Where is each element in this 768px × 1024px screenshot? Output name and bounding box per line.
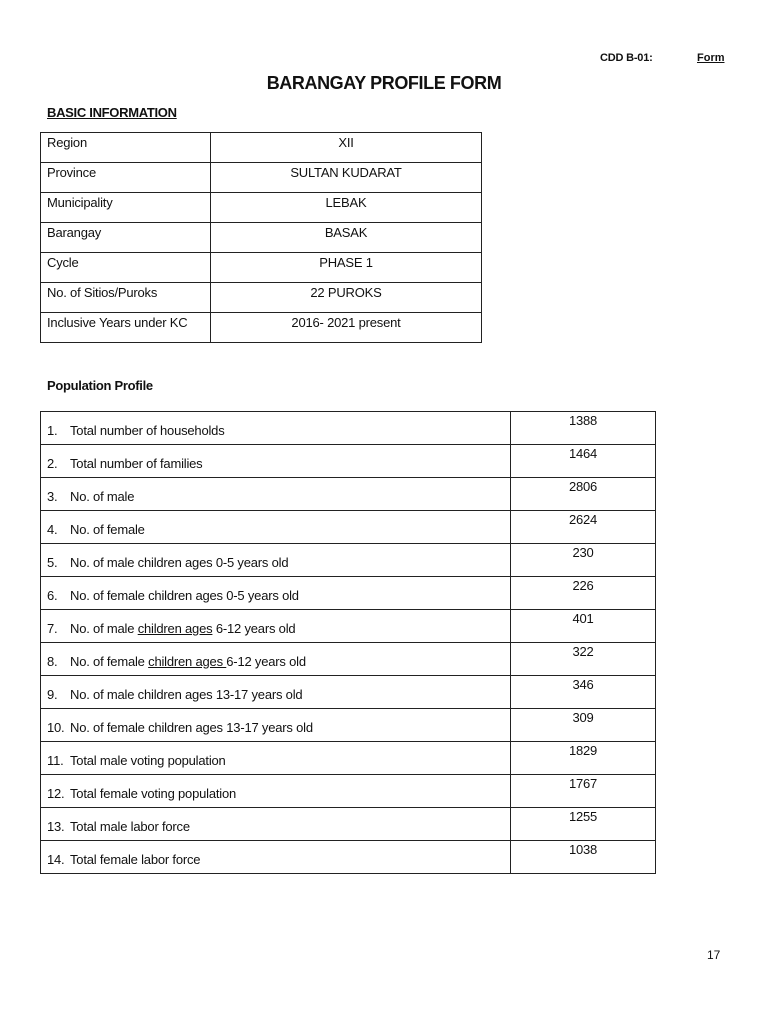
basic-value: 2016- 2021 present [211, 313, 482, 343]
population-label-cell [41, 544, 511, 577]
population-label-cell [41, 775, 511, 808]
table-row [41, 253, 482, 283]
basic-label: Municipality [41, 193, 211, 223]
basic-label: Region [41, 133, 211, 163]
table-row [41, 577, 656, 610]
item-number: 2. [47, 456, 58, 471]
population-value: 1038 [511, 841, 656, 874]
population-label-cell [41, 478, 511, 511]
table-row [41, 643, 656, 676]
item-number: 3. [47, 489, 58, 504]
table-row [41, 193, 482, 223]
item-number: 8. [47, 654, 58, 669]
table-row [41, 133, 482, 163]
population-label-cell [41, 676, 511, 709]
item-number: 5. [47, 555, 58, 570]
table-row [41, 709, 656, 742]
population-value: 346 [511, 676, 656, 709]
table-row [41, 775, 656, 808]
population-label-cell [41, 610, 511, 643]
population-value: 401 [511, 610, 656, 643]
page-title: BARANGAY PROFILE FORM [266, 73, 502, 93]
population-label-cell [41, 445, 511, 478]
population-profile-heading: Population Profile [47, 378, 153, 393]
population-value: 230 [511, 544, 656, 577]
item-label-pre: No. of female [70, 654, 149, 669]
item-number: 11. [47, 753, 64, 768]
basic-value: PHASE 1 [211, 253, 482, 283]
table-row [41, 163, 482, 193]
population-value: 1829 [511, 742, 656, 775]
item-label-post: 6-12 years old [212, 621, 296, 636]
table-row [41, 223, 482, 253]
basic-label: Barangay [41, 223, 211, 253]
item-label: Total number of families [70, 456, 203, 471]
form-label: Form [697, 52, 725, 64]
item-label: No. of male [70, 489, 135, 504]
table-row [41, 808, 656, 841]
population-value: 309 [511, 709, 656, 742]
item-number: 10. [47, 720, 65, 735]
form-code: CDD B-01: [600, 52, 653, 64]
population-label-cell [41, 709, 511, 742]
item-number: 9. [47, 687, 58, 702]
population-value: 226 [511, 577, 656, 610]
table-row [41, 478, 656, 511]
item-number: 7. [47, 621, 58, 636]
item-label-underlined: children ages [148, 654, 227, 669]
basic-information-heading: BASIC INFORMATION [47, 105, 177, 120]
table-row [41, 412, 656, 445]
population-value: 1388 [511, 412, 656, 445]
item-number: 1. [47, 423, 58, 438]
item-label-pre: No. of male [70, 621, 138, 636]
item-label: No. of male children ages 13-17 years old [70, 687, 303, 702]
item-label: No. of female [70, 522, 145, 537]
basic-value: LEBAK [211, 193, 482, 223]
population-label-cell [41, 511, 511, 544]
item-label: Total female voting population [70, 786, 237, 801]
page-number: 17 [707, 948, 721, 962]
population-value: 1767 [511, 775, 656, 808]
population-label-cell [41, 841, 511, 874]
item-label-underlined: children ages [137, 621, 213, 636]
table-row [41, 544, 656, 577]
basic-label: Province [41, 163, 211, 193]
table-row [41, 841, 656, 874]
population-value: 2806 [511, 478, 656, 511]
table-row [41, 445, 656, 478]
item-number: 12. [47, 786, 65, 801]
table-row [41, 610, 656, 643]
population-value: 322 [511, 643, 656, 676]
population-label-cell [41, 808, 511, 841]
table-row [41, 313, 482, 343]
population-value: 1464 [511, 445, 656, 478]
item-number: 6. [47, 588, 58, 603]
item-label-post: 6-12 years old [226, 654, 306, 669]
table-row [41, 511, 656, 544]
population-label-cell [41, 412, 511, 445]
item-label: Total number of households [70, 423, 225, 438]
item-label: No. of female children ages 0-5 years old [70, 588, 299, 603]
population-label-cell [41, 742, 511, 775]
table-row [41, 676, 656, 709]
population-label-cell [41, 577, 511, 610]
population-value: 1255 [511, 808, 656, 841]
population-profile-table [40, 411, 656, 874]
population-label-cell [41, 643, 511, 676]
basic-value: SULTAN KUDARAT [211, 163, 482, 193]
basic-label: Cycle [41, 253, 211, 283]
item-label: Total male voting population [70, 753, 226, 768]
item-label: No. of female children ages 13-17 years old [70, 720, 313, 735]
table-row [41, 742, 656, 775]
item-label: No. of male children ages 0-5 years old [70, 555, 289, 570]
item-number: 4. [47, 522, 58, 537]
table-row [41, 283, 482, 313]
item-number: 14. [47, 852, 65, 867]
population-value: 2624 [511, 511, 656, 544]
basic-label: Inclusive Years under KC [41, 313, 211, 343]
item-number: 13. [47, 819, 65, 834]
item-label: Total female labor force [70, 852, 201, 867]
basic-label: No. of Sitios/Puroks [41, 283, 211, 313]
basic-value: XII [211, 133, 482, 163]
basic-value: BASAK [211, 223, 482, 253]
item-label: Total male labor force [70, 819, 190, 834]
basic-information-table [40, 132, 482, 343]
basic-value: 22 PUROKS [211, 283, 482, 313]
